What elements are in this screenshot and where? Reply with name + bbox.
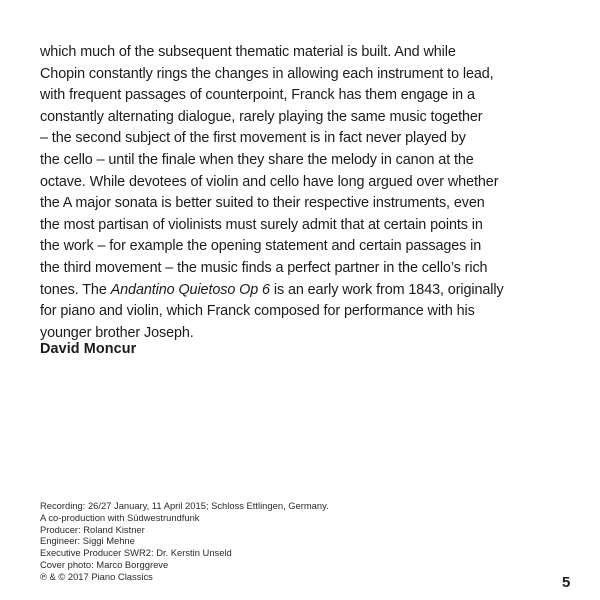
essay-line: the most partisan of violinists must surely admit that at certain points in: [40, 216, 483, 233]
line-suffix: is an early work from 1843, originally: [269, 281, 504, 298]
essay-line: which much of the subsequent thematic material is built. And while: [40, 44, 456, 60]
essay-text: [40, 42, 580, 344]
essay-line: the cello – until the finale when they share the melody in canon at the: [40, 151, 474, 168]
essay-line: constantly alternating dialogue, rarely playing the same music together: [40, 108, 483, 125]
essay-line: the work – for example the opening statement and certain passages in: [40, 238, 482, 255]
essay-line-with-title: [40, 280, 580, 302]
essay-line: the A major sonata is better suited to their respective instruments, even: [40, 195, 485, 212]
recording-credits: [40, 500, 329, 583]
credit-line: Producer: Roland Kistner: [40, 523, 145, 535]
essay-line: Chopin constantly rings the changes in allowing each instrument to lead,: [40, 65, 494, 82]
essay-line: – the second subject of the first movement is in fact never played by: [40, 130, 466, 147]
author-name: David Moncur: [40, 341, 137, 357]
credit-line: Engineer: Siggi Mehne: [40, 535, 135, 547]
credit-line: A co-production with Südwestrundfunk: [40, 511, 200, 523]
line-prefix: tones. The: [40, 281, 111, 298]
essay-line: for piano and violin, which Franck composed for performance with his: [40, 303, 475, 320]
credit-line: Executive Producer SWR2: Dr. Kerstin Unseld: [40, 547, 232, 559]
essay-line: with frequent passages of counterpoint, Franck has them engage in a: [40, 87, 475, 104]
essay-line: the third movement – the music finds a perfect partner in the cello’s rich: [40, 259, 488, 276]
work-title: Andantino Quietoso Op 6: [110, 281, 270, 298]
essay-line: younger brother Joseph.: [40, 324, 194, 341]
essay-line: octave. While devotees of violin and cello have long argued over whether: [40, 173, 499, 190]
page-number: 5: [562, 574, 571, 591]
credit-line: Cover photo: Marco Borggreve: [40, 558, 169, 570]
credit-line: Recording: 26/27 January, 11 April 2015; Schloss Ettlingen, Germany.: [40, 500, 329, 511]
credit-line: ℗ & © 2017 Piano Classics: [40, 570, 153, 582]
